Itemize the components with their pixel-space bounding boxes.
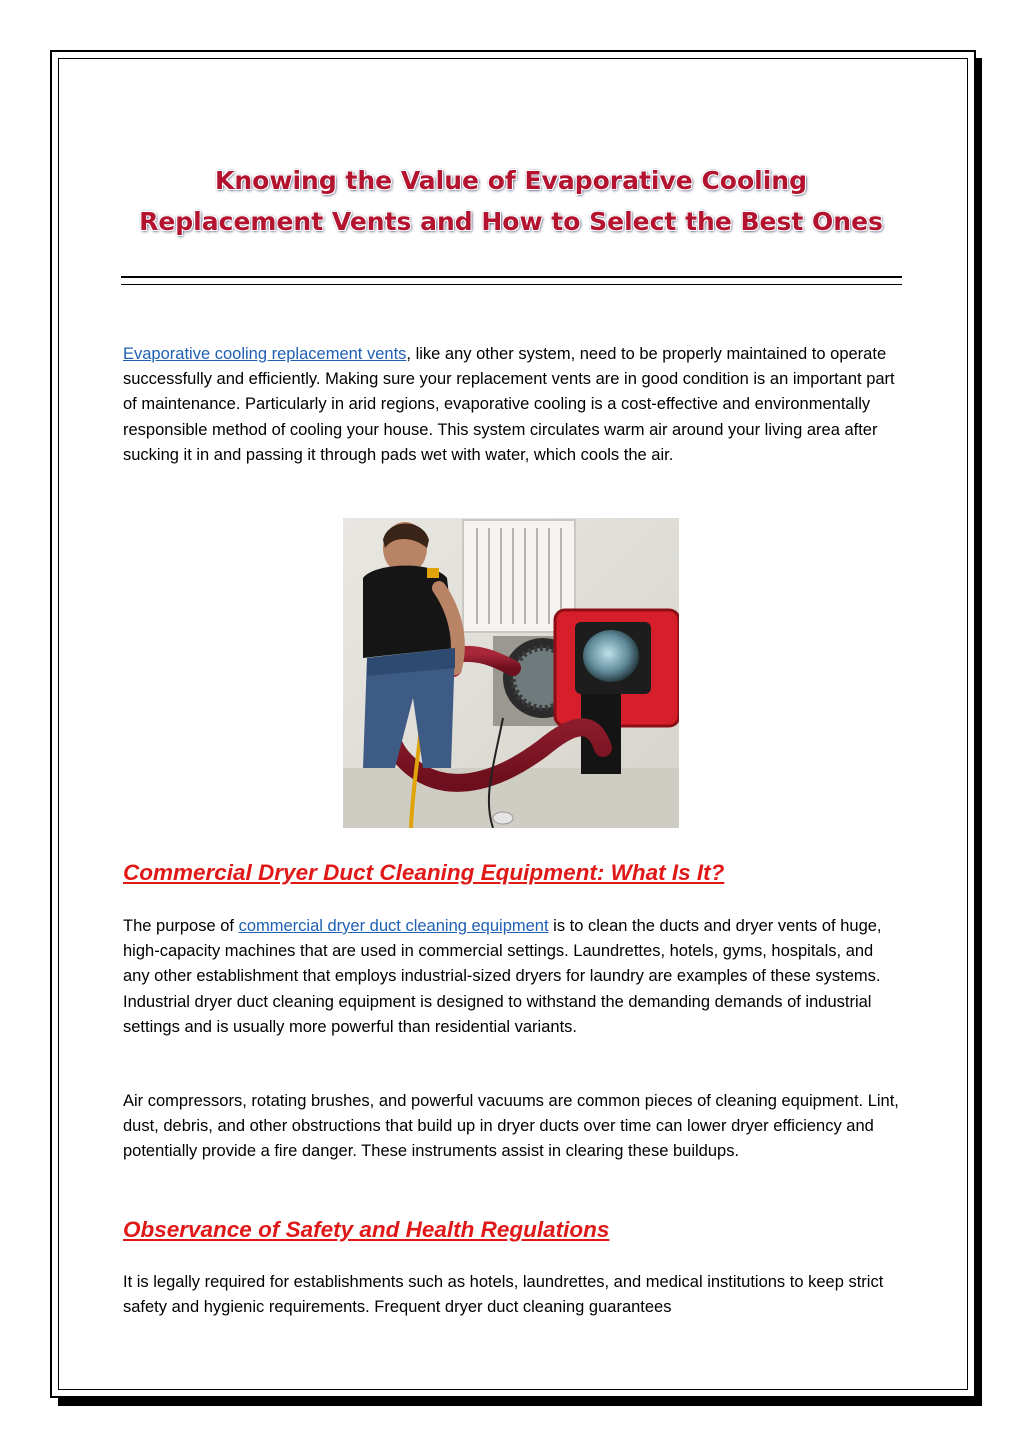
document-title: Knowing the Value of Evaporative Cooling Replacement Vents and How to Select the Best Ones <box>139 166 883 236</box>
dryer-duct-equipment-link[interactable]: commercial dryer duct cleaning equipment <box>238 917 549 935</box>
equipment-paragraph-1 <box>123 914 901 1040</box>
title-divider-thin <box>121 284 902 285</box>
technician-cleaning-vent-photo <box>343 518 679 828</box>
safety-paragraph-1: It is legally required for establishments such as hotels, laundrettes, and medical institutions to keep strict safety and hygienic requirements. Frequent dryer duct cleaning guarantees <box>123 1273 884 1317</box>
section-heading-safety: Observance of Safety and Health Regulations <box>123 1217 610 1242</box>
equipment-text-before: The purpose of <box>123 917 239 935</box>
title-divider-thick <box>121 276 902 278</box>
section-heading-equipment: Commercial Dryer Duct Cleaning Equipment: What Is It? <box>123 860 725 885</box>
intro-paragraph <box>123 342 901 468</box>
evaporative-vents-link[interactable]: Evaporative cooling replacement vents <box>123 345 407 363</box>
equipment-paragraph-2: Air compressors, rotating brushes, and powerful vacuums are common pieces of cleaning equipment. Lint, dust, debris, and other obstructions that build up in dryer ducts over time can lower dryer efficiency and potentially provide a fire danger. These instruments assist in clearing these buildups. <box>123 1092 899 1161</box>
equipment-text-after: is to clean the ducts and dryer vents of huge, high-capacity machines that are used in commercial settings. Laundrettes, hotels, gyms, hospitals, and any other establishment that employs industrial-sized dryers for laundry are examples of these systems. Industrial dryer duct cleaning equipment is designed to withstand the demanding demands of industrial settings and is usually more powerful than residential variants. <box>123 917 882 1036</box>
intro-text: , like any other system, need to be properly maintained to operate successfully and efficiently. Making sure your replacement vents are in good condition is an important part of maintenance. Particularly in arid regions, evaporative cooling is a cost-effective and environmentally responsible method of cooling your house. This system circulates warm air around your living area after sucking it in and passing it through pads wet with water, which cools the air. <box>123 345 895 464</box>
